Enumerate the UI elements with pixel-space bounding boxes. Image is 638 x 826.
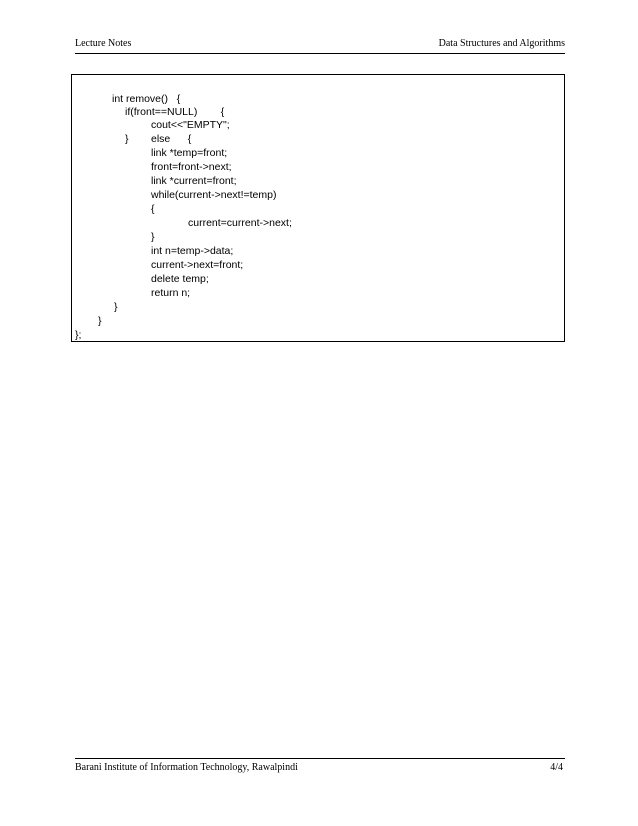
code-line: if(front==NULL) { (125, 106, 225, 118)
code-line: int remove() { (112, 93, 181, 105)
code-line: }; (75, 329, 82, 341)
footer-institution: Barani Institute of Information Technology, Rawalpindi (75, 762, 298, 773)
header-right-text: Data Structures and Algorithms (438, 38, 565, 49)
code-line: link *current=front; (151, 175, 237, 187)
page-footer (75, 758, 565, 779)
code-line: { (151, 203, 155, 215)
code-line: } (98, 315, 102, 327)
code-line: while(current->next!=temp) (151, 189, 277, 201)
code-line: current=current->next; (188, 217, 292, 229)
code-line: } (114, 301, 118, 313)
code-block (71, 74, 565, 342)
header-left-text: Lecture Notes (75, 38, 132, 49)
code-line: delete temp; (151, 273, 209, 285)
page-number: 4/4 (550, 762, 563, 773)
code-line: link *temp=front; (151, 147, 228, 159)
code-line: } (151, 231, 155, 243)
code-line: else { (151, 133, 192, 145)
code-line: cout<<"EMPTY"; (151, 119, 230, 131)
page-header (75, 37, 565, 54)
code-line: current->next=front; (151, 259, 244, 271)
code-line: front=front->next; (151, 161, 232, 173)
code-line: } (125, 133, 129, 145)
code-line: return n; (151, 287, 191, 299)
code-line: int n=temp->data; (151, 245, 234, 257)
